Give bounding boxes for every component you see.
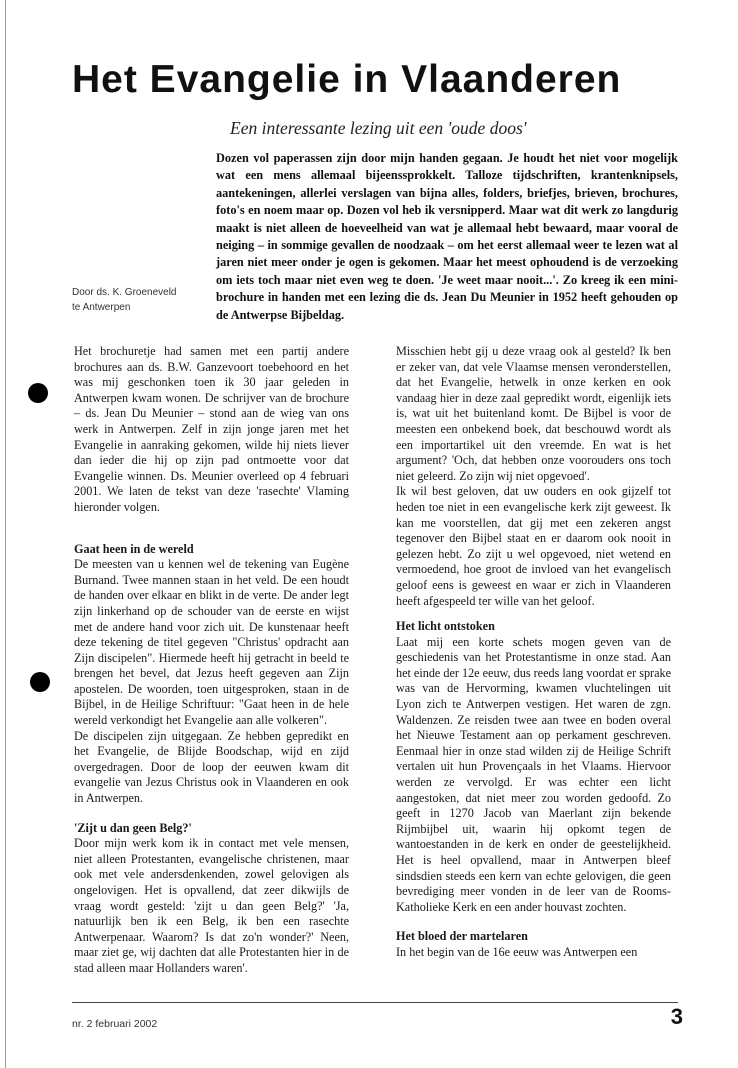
section-heading: 'Zijt u dan geen Belg?'	[74, 820, 192, 835]
author-name: Door ds. K. Groeneveld	[72, 287, 177, 298]
right-column	[396, 344, 671, 961]
paragraph: Het brochuretje had samen met een partij andere brochures aan ds. B.W. Ganzevoort toebehoord en het was mij geschonken toen ik 30 jaar geleden in Antwerpen kwam wonen. De schrijver van de brochure – ds. Jean Du Meunier – stond aan de wieg van ons werk in Antwerpen. Zelf in zijn jonge jaren met het Evangelie in aanraking gekomen, wilde hij niets liever dan ieder die hij op zijn pad ontmoette voor dat Evangelie winnen. Ds. Meunier overleed op 4 februari 2001. We laten de tekst van deze 'rasechte' Vlaming hieronder volgen.	[74, 344, 349, 514]
page-number: 3	[670, 1004, 683, 1029]
left-column	[74, 344, 349, 977]
section-heading: Het bloed der martelaren	[396, 929, 528, 944]
article-intro: Dozen vol paperassen zijn door mijn handen gegaan. Je houdt het niet voor mogelijk wat een mens allemaal bijeenssprokkelt. Talloze tijdschriften, krantenknipsels, aantekeningen, allerlei verslagen van bijna alles, folders, briefjes, brieven, brochures, foto's en noem maar op. Dozen vol heb ik versnipperd. Maar wat dit werk zo langdurig maakt is niet alleen de hoeveelheid van wat je allemaal hebt bewaard, maar vooral de neiging – in sommige gevallen de noodzaak – om het eerst allemaal weer te lezen wat al jaren niet meer onder je ogen is gekomen. Maar het meest ophoudend is de verzoeking om iets toch maar niet even weg te doen. 'Je weet maar nooit...'. Zo kreeg ik een mini-brochure in handen met een lezing die ds. Jean Du Meunier in 1952 heeft gehouden op de Antwerpse Bijbeldag.	[216, 151, 678, 322]
issue-label: nr. 2 februari 2002	[72, 1018, 158, 1030]
page-edge-line	[5, 0, 6, 1068]
author-credit	[72, 285, 202, 315]
binder-hole-top	[28, 383, 48, 403]
paragraph: De discipelen zijn uitgegaan. Ze hebben gepredikt en het Evangelie, de Blijde Boodschap, wijd en zijd overgedragen. Door de loop der eeuwen kwam dit evangelie van Jezus Christus ook in Vlaanderen en ook in Antwerpen.	[74, 728, 349, 806]
paragraph: Ik wil best geloven, dat uw ouders en ook gijzelf tot heden toe niet in een evangelische kerk zijt geweest. Ik kan me voorstellen, dat gij met een zekeren angst tegenover den Bijbel staat en er daarom ook nooit in gelezen hebt. Zo zijt u wel opgevoed, niet wetend en vermoedend, hoe groot de invloed van het evangelisch geloof eens is geweest en waar er zich in Vlaanderen heeft afgespeeld ter wille van het geloof.	[396, 484, 671, 608]
footer-divider	[72, 1002, 678, 1003]
paragraph: Misschien hebt gij u deze vraag ook al gesteld? Ik ben er zeker van, dat vele Vlaamse mensen veronderstellen, dat het Evangelie, hetwelk in onze kerken en ook vandaag hier in deze zaal gepredikt wordt, eigenlijk iets is, wat uit het buitenland komt. De Bijbel is voor de meesten een onbekend boek, dat beschouwd wordt als een importartikel uit den vreemde. En wat is het argument? 'Och, dat hebben onze voorouders ons toch niet geleerd. Zo zijn wij niet opgevoed'.	[396, 344, 671, 483]
section-heading: Het licht ontstoken	[396, 619, 495, 634]
paragraph: De meesten van u kennen wel de tekening van Eugène Burnand. Twee mannen staan in het veld. De een houdt de handen over elkaar en blikt in de verte. De ander legt zijn linkerhand op de schouder van de eerste en wijst met de andere hand voor zich uit. De kunstenaar heeft deze tekening de titel gegeven "Christus' opdracht aan Zijn discipelen". Hiermede heeft hij getracht in beeld te brengen het bevel, dat Jezus heeft gegeven aan Zijn apostelen. De woorden, toen uitgesproken, staan in de Bijbel, in de Heilige Schriftuur: "Gaat heen in de hele wereld verkondigt het Evangelie aan alle volkeren".	[74, 557, 349, 728]
paragraph: Door mijn werk kom ik in contact met vele mensen, niet alleen Protestanten, evangelische christenen, maar ook met vele andersdenkenden, zowel gelovigen als ongelovigen. Het is opvallend, dat zeer dikwijls de vraag wordt gesteld: 'zijt u dan geen Belg?' 'Ja, natuurlijk ben ik een Belg, ik ben een rasechte Antwerpenaar. Waarom? Is dat zo'n wonder?' Neen, maar ziet ge, wij dachten dat alle Protestanten hier in de stad alleen maar Hollanders waren'.	[74, 836, 349, 975]
binder-hole-middle	[30, 672, 50, 692]
paragraph: In het begin van de 16e eeuw was Antwerpen een	[396, 944, 638, 959]
paragraph: Laat mij een korte schets mogen geven van de geschiedenis van het Protestantisme in onze stad. Aan het einde der 12e eeuw, dus reeds lang voordat er sprake was van de Hervorming, kwamen vluchtelingen uit Lyon zich te Antwerpen vestigen. Het waren de zgn. Waldenzen. Ze reisden twee aan twee en boden overal het Nieuwe Testament aan op perkament geschreven. Eenmaal hier in onze stad wilden zij de Heilige Schrift vertalen uit hun Provençaals in het Vlaams. Hiervoor werden ze vervolgd. Er was echter een licht aangestoken, dat niet meer zou worden gedoofd. Zo geeft in 1270 Jacob van Maerlant zijn bekende Rijmbijbel uit, waarin hij opkomt tegen de wantoestanden in de kerk en onder de geestelijkheid. Het is heel opvallend, maar in Antwerpen bleef sindsdien steeds een kern van echte gelovigen, die geen bevrediging meer vonden in de leer van de Rooms-Katholieke Kerk en een ander houvast zochten.	[396, 634, 672, 914]
section-heading: Gaat heen in de wereld	[74, 541, 194, 556]
article-title: Het Evangelie in Vlaanderen	[72, 58, 622, 101]
author-location: te Antwerpen	[72, 302, 131, 313]
article-subtitle: Een interessante lezing uit een 'oude doos'	[230, 118, 527, 138]
